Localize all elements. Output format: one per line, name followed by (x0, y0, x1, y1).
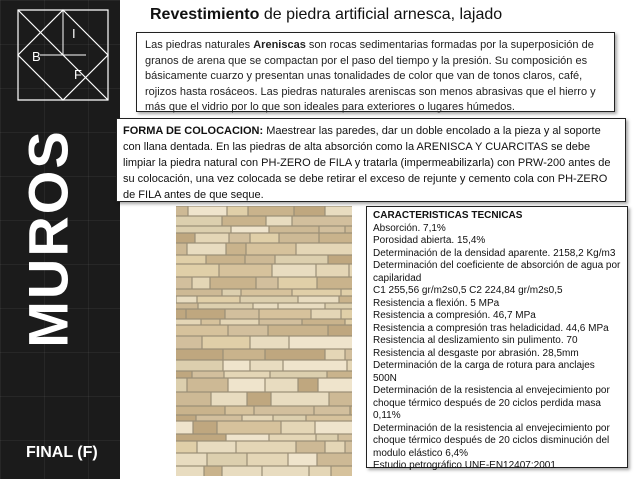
installation-box (116, 118, 626, 202)
stone-piece (326, 442, 345, 453)
stone-piece (199, 304, 253, 309)
stone-piece (176, 422, 192, 434)
stone-piece (243, 416, 273, 421)
stone-piece (317, 435, 338, 441)
section-label (6, 128, 90, 348)
stone-piece (176, 361, 222, 371)
spec-item: Porosidad abierta. 15,4% (373, 235, 486, 246)
stone-piece (226, 310, 259, 319)
stone-piece (198, 442, 236, 453)
stone-piece (220, 265, 272, 277)
stone-piece (176, 435, 225, 441)
stone-piece (297, 244, 352, 255)
stone-piece (328, 372, 352, 378)
specs-heading: CARACTERISTICAS TECNICAS (373, 210, 523, 221)
stone-piece (346, 350, 352, 360)
stone-piece (257, 278, 278, 289)
stone-piece (223, 217, 266, 226)
stone-piece (176, 227, 230, 233)
spec-item: Determinación del coeficiente de absorción de agua por capilaridad (373, 260, 621, 284)
stone-piece (246, 256, 275, 264)
stone-piece (242, 290, 292, 296)
stone-piece (303, 320, 345, 325)
stone-piece (315, 407, 350, 415)
stone-piece (329, 326, 352, 336)
stone-wall-image (176, 206, 352, 476)
stone-piece (263, 467, 309, 476)
stone-piece (273, 265, 316, 277)
stone-piece (241, 297, 298, 303)
logo-diamond-icon (0, 0, 120, 120)
stone-piece (329, 256, 352, 264)
stone-piece (332, 467, 352, 476)
stone-piece (227, 435, 269, 441)
stone-piece (310, 467, 331, 476)
stone-piece (194, 422, 217, 434)
stone-piece (318, 278, 352, 289)
stone-piece (224, 361, 250, 371)
stone-piece (207, 256, 245, 264)
stone-piece (348, 361, 352, 371)
specs-box (366, 206, 628, 471)
stone-piece (176, 337, 201, 349)
stone-piece (266, 350, 325, 360)
spec-item: C1 255,56 gr/m2s0,5 C2 224,84 gr/m2s0,5 (373, 285, 563, 296)
stone-piece (176, 350, 222, 360)
spec-item: Resistencia a compresión. 46,7 MPa (373, 310, 536, 321)
stone-piece (270, 435, 316, 441)
stone-piece (317, 265, 349, 277)
stone-piece (177, 297, 197, 303)
stone-piece (320, 227, 345, 233)
spec-item: Determinación de la carga de rotura para anclajes 500N (373, 360, 595, 384)
stone-piece (208, 454, 247, 466)
title-rest: de piedra artificial arnesca, lajado (259, 6, 503, 23)
stone-piece (251, 337, 289, 349)
description-bold: Areniscas (253, 39, 306, 51)
stone-piece (187, 310, 225, 319)
spec-item: Resistencia al desgaste por abrasión. 28,5mm (373, 347, 579, 359)
installation-text: Maestrear las paredes, dar un doble encolado a la pieza y al soporte con llana dentada. En las piedras de alta absorción como la ARENISCA Y CUARCITAS se debe limpiar la piedra natural con PH-ZERO de FILA y tratarla (impermeabilizarla) con PRW-200 antes de su colocación, una vez colocada se debe retirar el exceso de rejunte y cemento cola con PH-ZERO de FILA antes de que seque. (123, 125, 611, 201)
description-box (136, 32, 615, 112)
stone-piece (218, 422, 281, 434)
stone-piece (228, 207, 248, 216)
stone-piece (229, 326, 268, 336)
stone-piece (267, 217, 292, 226)
stone-piece (350, 265, 352, 277)
specs-list (373, 223, 621, 473)
phase-label: FINAL (F) (26, 444, 98, 461)
page-title (150, 6, 502, 24)
stone-piece (232, 227, 269, 233)
stone-piece (226, 407, 254, 415)
stone-piece (229, 379, 265, 392)
stone-piece (176, 407, 224, 415)
stone-piece (176, 326, 227, 336)
spec-item: Resistencia al deslizamiento sin pulimento. 70 (373, 335, 578, 346)
stone-piece (237, 442, 296, 453)
stone-piece (202, 320, 220, 325)
spec-item: Determinación de la resistencia al envejecimiento por choque térmico después de 20 ciclos disminución del modulo elástico 6,4% (373, 422, 610, 459)
stone-piece (225, 372, 270, 378)
stone-piece (266, 379, 298, 392)
stone-piece (176, 454, 206, 466)
stone-piece (274, 416, 306, 421)
stone-piece (346, 442, 352, 453)
stone-piece (176, 320, 200, 325)
stone-piece (248, 454, 288, 466)
logo-letter-i: I (72, 26, 76, 41)
stone-piece (307, 416, 352, 421)
logo-letter-f: F (74, 67, 82, 82)
stone-piece (176, 234, 194, 243)
stone-piece (316, 422, 352, 434)
spec-item: Resistencia a compresión tras heladicidad. 44,6 MPa (373, 322, 609, 334)
section-label-text: MUROS (16, 128, 80, 348)
stone-piece (189, 207, 227, 216)
stone-piece (176, 265, 218, 277)
stone-piece (280, 234, 319, 243)
stone-piece (297, 442, 325, 453)
stone-piece (227, 244, 246, 255)
stone-piece (176, 290, 221, 296)
stone-piece (326, 350, 345, 360)
stone-piece (193, 278, 210, 289)
spec-item: Resistencia a flexión. 5 MPa (373, 297, 500, 309)
stone-piece (293, 217, 352, 226)
stone-piece (176, 372, 191, 378)
stone-piece (176, 393, 210, 406)
stone-piece (260, 310, 311, 319)
stone-piece (176, 442, 196, 453)
stone-piece (176, 310, 185, 319)
title-bold: Revestimiento (150, 6, 260, 23)
stone-piece (223, 290, 241, 296)
stone-piece (251, 361, 283, 371)
stone-piece (319, 379, 352, 392)
stone-piece (326, 304, 352, 309)
stone-piece (176, 304, 197, 309)
stone-piece (270, 227, 319, 233)
stone-piece (276, 256, 328, 264)
stone-piece (271, 372, 327, 378)
stone-piece (188, 244, 226, 255)
stone-piece (290, 337, 352, 349)
sidebar (0, 0, 120, 479)
stone-piece (249, 207, 294, 216)
stone-piece (196, 234, 229, 243)
stone-piece (251, 234, 279, 243)
stone-piece (176, 217, 221, 226)
stone-piece (293, 290, 341, 296)
stone-piece (342, 310, 352, 319)
stone-piece (205, 467, 222, 476)
stone-piece (193, 372, 224, 378)
stone-piece (197, 416, 242, 421)
stone-piece (320, 234, 352, 243)
stone-piece (351, 407, 352, 415)
stone-piece (340, 297, 352, 303)
stone-piece (295, 207, 325, 216)
stone-piece (224, 350, 265, 360)
stone-piece (230, 234, 250, 243)
stone-piece (346, 227, 352, 233)
stone-piece (176, 256, 205, 264)
stone-piece (312, 310, 341, 319)
stone-piece (260, 320, 302, 325)
stone-piece (198, 297, 240, 303)
stone-piece (176, 207, 187, 216)
stone-piece (279, 278, 317, 289)
logo-letter-b: B (32, 49, 41, 64)
stone-piece (203, 337, 250, 349)
stone-piece (318, 454, 352, 466)
stone-piece (342, 290, 352, 296)
stone-piece (346, 320, 352, 325)
stone-piece (330, 393, 352, 406)
stone-piece (221, 320, 259, 325)
stone-piece (282, 422, 315, 434)
stone-piece (211, 278, 256, 289)
stone-piece (299, 297, 339, 303)
spec-item: Determinación de la resistencia al envejecimiento por choque térmico después de 20 ciclos perdida masa 0,11% (373, 385, 610, 421)
stone-piece (289, 454, 317, 466)
stone-piece (255, 407, 314, 415)
stone-piece (254, 304, 278, 309)
stone-piece (176, 278, 191, 289)
description-lead: Las piedras naturales (145, 39, 254, 51)
stone-piece (212, 393, 247, 406)
stone-piece (279, 304, 325, 309)
stone-piece (269, 326, 328, 336)
spec-item: Determinación de la densidad aparente. 2158,2 Kg/m3 (373, 247, 616, 259)
installation-heading: FORMA DE COLOCACION: (123, 125, 264, 137)
spec-item: Absorción. 7,1% (373, 222, 446, 234)
stone-piece (176, 244, 186, 255)
stone-piece (248, 393, 271, 406)
stone-piece (326, 207, 352, 216)
stone-piece (176, 379, 186, 392)
stone-piece (247, 244, 296, 255)
stone-piece (272, 393, 329, 406)
description-text: son rocas sedimentarias formadas por la superposición de granos de arena que se compactan por el paso del tiempo y la presión. Su composición es básicamente cuarzo y presentan unas tonalidades de color que van de tonos claros, café, rojizos hasta rosáceos. Las piedras naturales areniscas son menos abrasivas que el hierro y más que el vidrio por lo que son ideales para exteriores o lugares húmedos. (145, 39, 596, 113)
stone-piece (339, 435, 352, 441)
spec-item: Estudio petrográfico UNE-EN12407:2001 (373, 460, 556, 471)
stone-piece (299, 379, 318, 392)
stone-piece (223, 467, 262, 476)
stone-piece (284, 361, 347, 371)
stone-piece (176, 467, 203, 476)
stone-piece (188, 379, 228, 392)
stone-piece (176, 416, 195, 421)
